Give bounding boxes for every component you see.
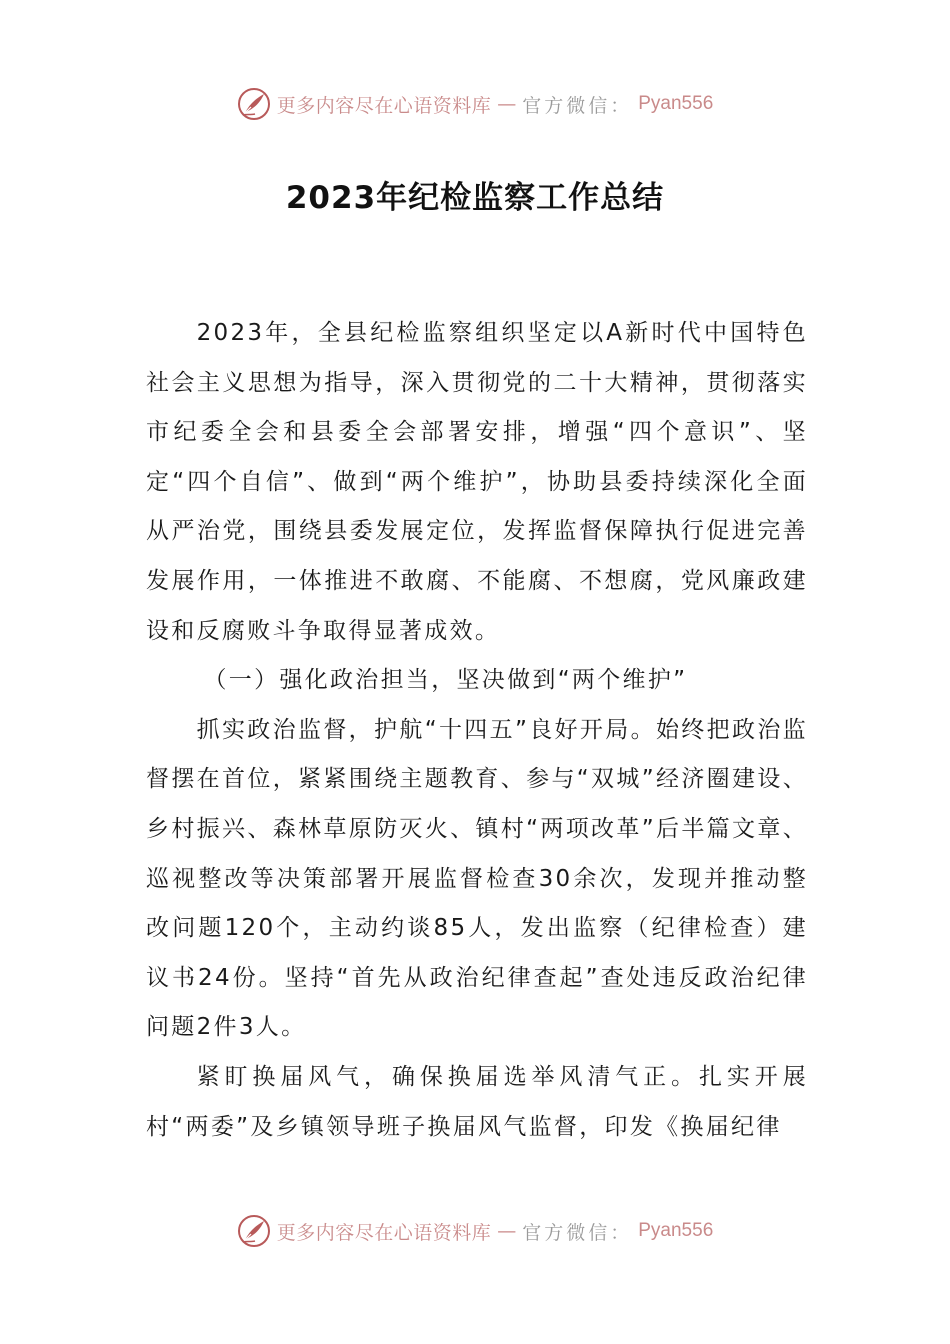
- watermark-separator: —: [497, 93, 517, 115]
- document-title: 2023年纪检监察工作总结: [285, 180, 665, 216]
- watermark-wechat-id: Pyan556: [638, 1220, 714, 1241]
- watermark-text: 更多内容尽在心语资料库: [276, 1221, 492, 1244]
- paragraph-election-conduct: 紧盯换届风气，确保换届选举风清气正。扎实开展村“两委”及乡镇领导班子换届风气监督，印发《换届纪律: [146, 1063, 808, 1140]
- quill-pen-logo-icon: [237, 1214, 271, 1248]
- document-body: [146, 309, 808, 1152]
- watermark-footer: [0, 1211, 950, 1251]
- watermark-wechat-id: Pyan556: [638, 93, 714, 114]
- quill-pen-logo-icon: [237, 87, 271, 121]
- watermark-label: 官方微信：: [522, 1221, 633, 1244]
- section-heading: （一）强化政治担当，坚决做到“两个维护”: [203, 667, 688, 694]
- watermark-header: [0, 84, 950, 124]
- watermark-text: 更多内容尽在心语资料库: [276, 94, 492, 117]
- watermark-label: 官方微信：: [522, 94, 633, 117]
- paragraph-political-supervision: 抓实政治监督，护航“十四五”良好开局。始终把政治监督摆在首位，紧紧围绕主题教育、参与“双城”经济圈建设、乡村振兴、森林草原防灭火、镇村“两项改革”后半篇文章、巡视整改等决策部署开展监督检查30余次，发现并推动整改问题120个，主动约谈85人，发出监察（纪律检查）建议书24份。坚持“首先从政治纪律查起”查处违反政治纪律问题2件3人。: [146, 716, 808, 1041]
- paragraph-intro: 2023年，全县纪检监察组织坚定以A新时代中国特色社会主义思想为指导，深入贯彻党的二十大精神，贯彻落实市纪委全会和县委全会部署安排，增强“四个意识”、坚定“四个自信”、做到“两个维护”，协助县委持续深化全面从严治党，围绕县委发展定位，发挥监督保障执行促进完善发展作用，一体推进不敢腐、不能腐、不想腐，党风廉政建设和反腐败斗争取得显著成效。: [146, 320, 808, 644]
- watermark-separator: —: [497, 1220, 517, 1242]
